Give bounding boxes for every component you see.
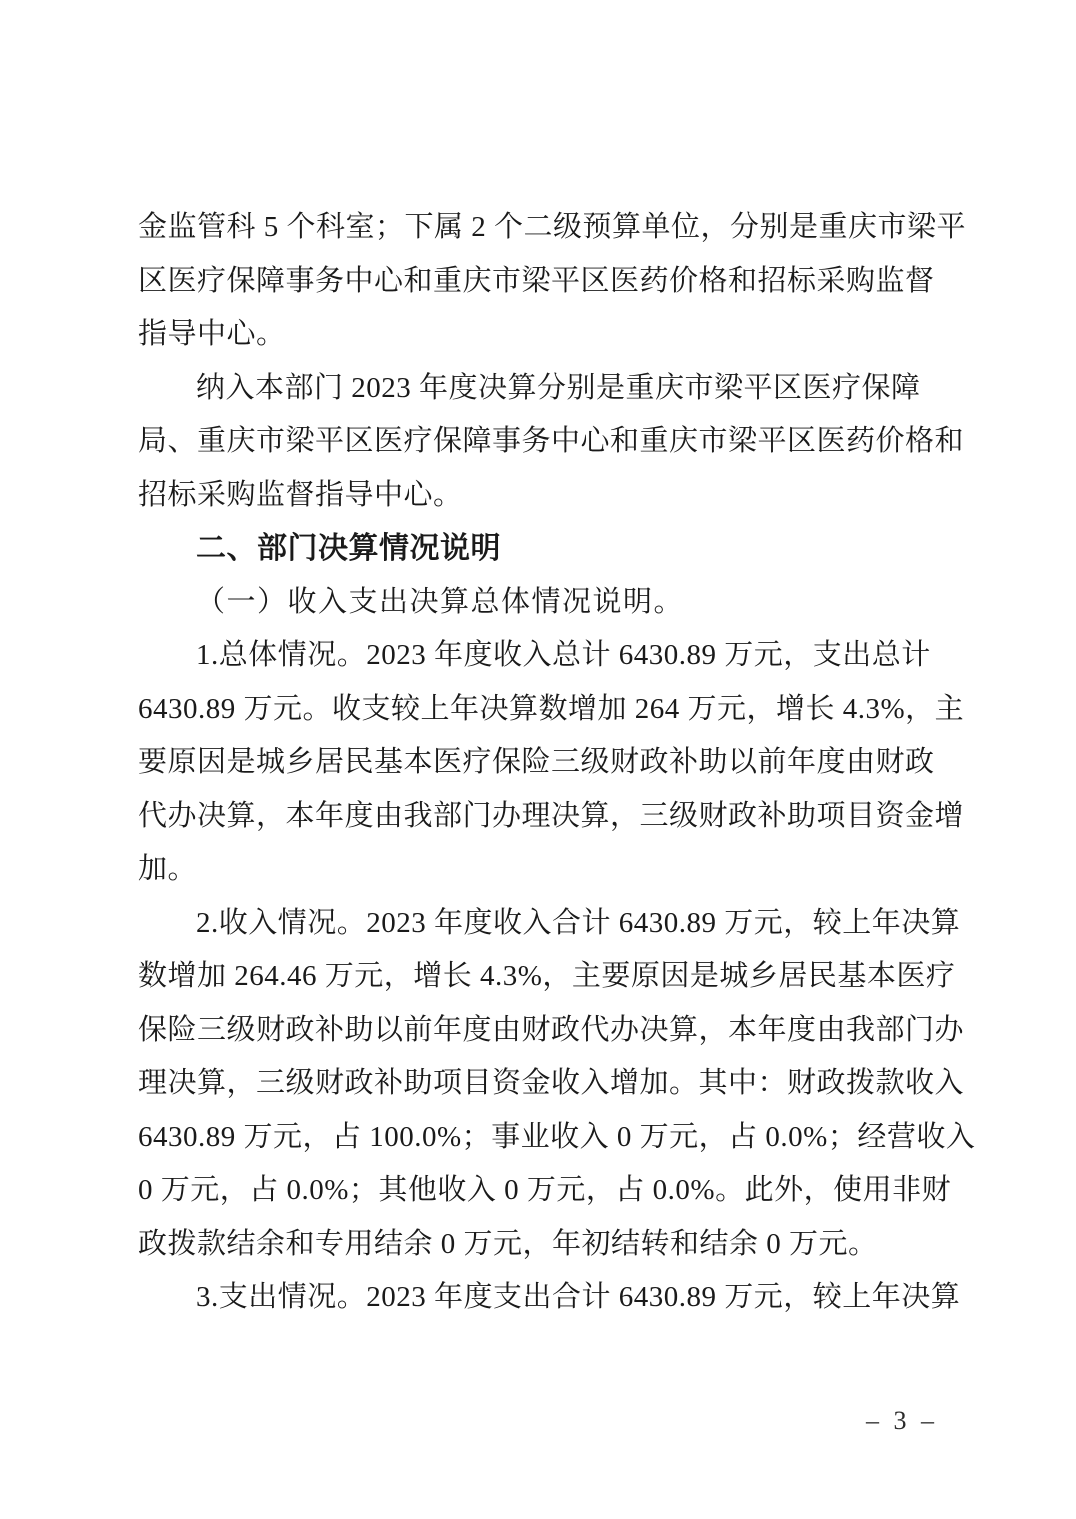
text-line: 1.总体情况。2023 年度收入总计 6430.89 万元，支出总计 [196,639,931,671]
text-line: 6430.89 万元。收支较上年决算数增加 264 万元，增长 4.3%，主 [138,692,965,725]
text-line: 政拨款结余和专用结余 0 万元，年初结转和结余 0 万元。 [138,1227,878,1260]
subsection-heading: （一）收入支出决算总体情况说明。 [196,585,685,618]
section-heading: 二、部门决算情况说明 [196,532,501,565]
text-line: 保险三级财政补助以前年度由财政代办决算，本年度由我部门办 [138,1013,965,1046]
text-line: 要原因是城乡居民基本医疗保险三级财政补助以前年度由财政 [138,746,935,778]
text-line: 6430.89 万元，占 100.0%；事业收入 0 万元，占 0.0%；经营收入 [138,1120,976,1153]
text-line: 加。 [138,853,198,885]
text-line: 指导中心。 [138,318,286,350]
text-line: 纳入本部门 2023 年度决算分别是重庆市梁平区医疗保障 [196,371,921,404]
text-line: 理决算，三级财政补助项目资金收入增加。其中：财政拨款收入 [138,1067,965,1099]
text-line: 招标采购监督指导中心。 [138,478,463,511]
text-line: 金监管科 5 个科室；下属 2 个二级预算单位，分别是重庆市梁平 [138,211,967,243]
text-line: 局、重庆市梁平区医疗保障事务中心和重庆市梁平区医药价格和 [138,425,965,457]
text-line: 3.支出情况。2023 年度支出合计 6430.89 万元，较上年决算 [196,1281,961,1313]
text-line: 数增加 264.46 万元，增长 4.3%，主要原因是城乡居民基本医疗 [138,960,956,992]
text-line: 代办决算，本年度由我部门办理决算，三级财政补助项目资金增 [138,799,965,832]
page-number: – 3 – [866,1406,938,1435]
document-body [138,201,976,1325]
text-line: 区医疗保障事务中心和重庆市梁平区医药价格和招标采购监督 [138,264,935,297]
text-line: 0 万元，占 0.0%；其他收入 0 万元，占 0.0%。此外，使用非财 [138,1174,952,1206]
text-line: 2.收入情况。2023 年度收入合计 6430.89 万元，较上年决算 [196,906,961,939]
